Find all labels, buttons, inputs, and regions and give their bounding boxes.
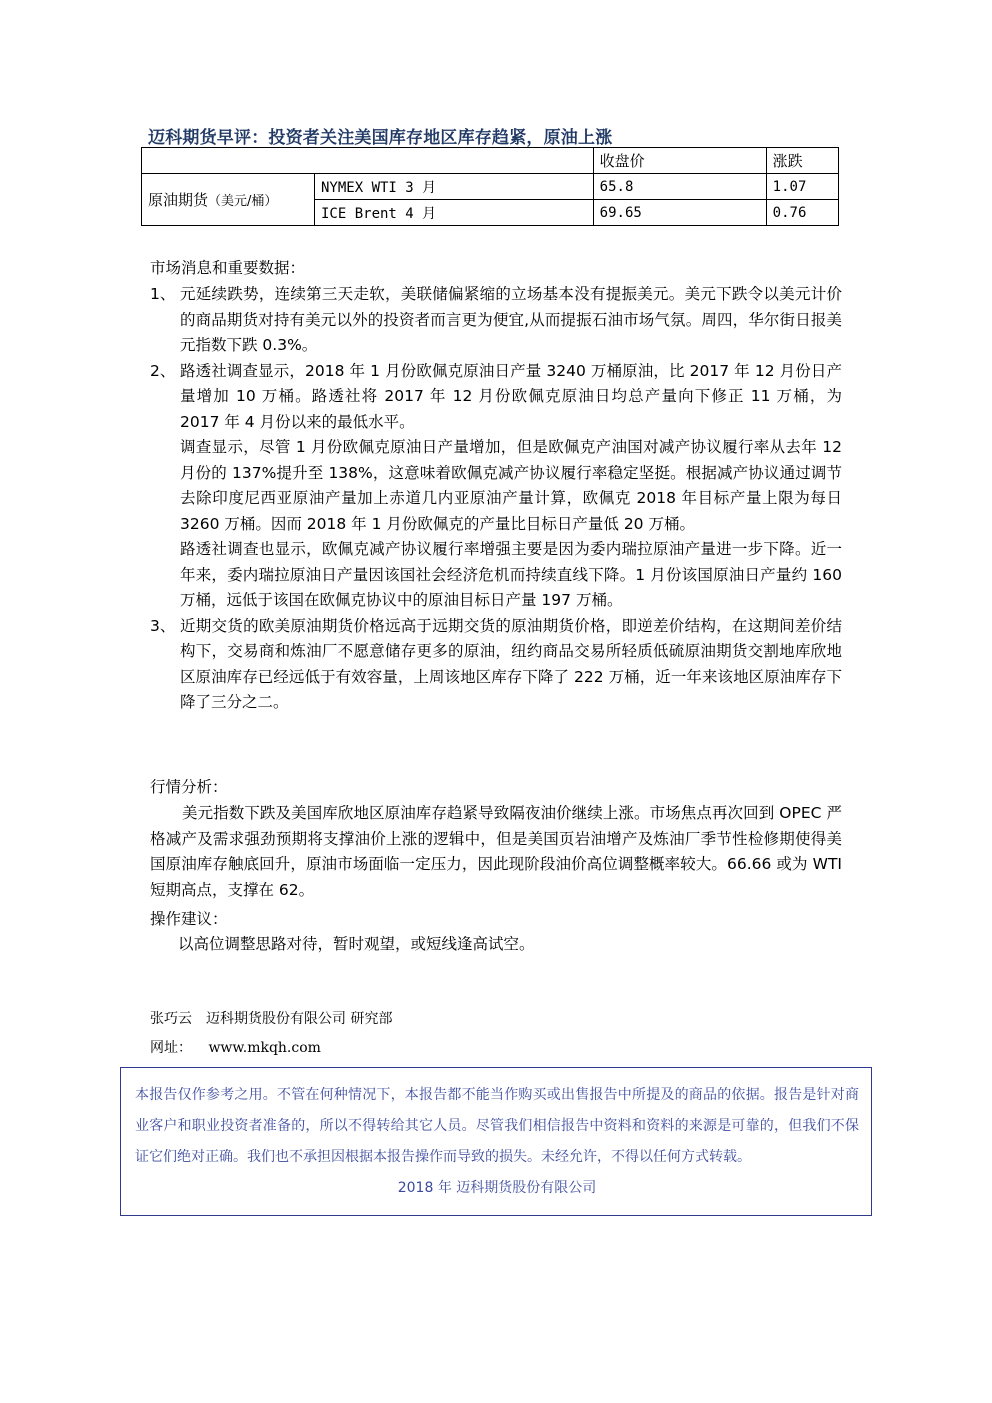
unit-label: （美元/桶） xyxy=(208,194,278,209)
table-header-row xyxy=(142,148,839,174)
category-label: 原油期货 xyxy=(148,191,209,209)
disclaimer-box xyxy=(120,1067,872,1216)
website-line xyxy=(150,1037,321,1057)
advice-heading: 操作建议： xyxy=(150,910,228,928)
item-number: 3、 xyxy=(150,616,176,635)
disclaimer-company: 2018 年 迈科期货股份有限公司 xyxy=(397,1180,597,1196)
author-line: 张巧云 迈科期货股份有限公司 研究部 xyxy=(150,1011,393,1027)
website-label: 网址： xyxy=(150,1040,192,1056)
disclaimer-text: 本报告仅作参考之用。不管在何种情况下，本报告都不能当作购买或出售报告中所提及的商品的依据。报告是针对商业客户和职业投资者准备的，所以不得转给其它人员。尽管我们相信报告中资料和资料的来源是可靠的，但我们不保证它们绝对正确。我们也不承担因根据本报告操作而导致的损失。未经允许，不得以任何方式转载。 xyxy=(135,1087,859,1165)
analysis-text: 美元指数下跌及美国库欣地区原油库存趋紧导致隔夜油价继续上涨。市场焦点再次回到 OPEC 严格减产及需求强劲预期将支撑油价上涨的逻辑中，但是美国页岩油增产及炼油厂季节性检修期使得美国原油库存触底回升，原油市场面临一定压力，因此现阶段油价高位调整概率较大。66.66 或为 WTI 短期高点，支撑在 62。 xyxy=(150,804,842,899)
list-item xyxy=(150,359,842,614)
price-table xyxy=(141,147,839,226)
header-close: 收盘价 xyxy=(593,148,766,174)
advice-text: 以高位调整思路对待，暂时观望，或短线逢高试空。 xyxy=(178,935,535,953)
category-cell xyxy=(142,174,315,226)
list-item xyxy=(150,614,842,716)
close-cell: 65.8 xyxy=(593,174,766,200)
item-number: 2、 xyxy=(150,361,176,380)
change-cell: 1.07 xyxy=(766,174,838,200)
paragraph: 元延续跌势，连续第三天走软，美联储偏紧缩的立场基本没有提振美元。美元下跌令以美元计价的商品期货对持有美元以外的投资者而言更为便宜,从而提振石油市场气氛。周四，华尔街日报美元指数下跌 0.3%。 xyxy=(180,285,842,354)
website-link[interactable]: www.mkqh.com xyxy=(208,1040,321,1056)
paragraph: 近期交货的欧美原油期货价格远高于远期交货的原油期货价格，即逆差价结构，在这期间差价结构下，交易商和炼油厂不愿意储存更多的原油，纽约商品交易所轻质低硫原油期货交割地库欣地区原油库存已经远低于有效容量，上周该地区库存下降了 222 万桶，近一年来该地区原油库存下降了三分之二。 xyxy=(180,616,842,711)
table-row xyxy=(142,174,839,200)
list-item xyxy=(150,282,842,359)
report-title: 迈科期货早评：投资者关注美国库存地区库存趋紧，原油上涨 xyxy=(148,128,613,148)
analysis-heading: 行情分析： xyxy=(150,778,228,796)
change-cell: 0.76 xyxy=(766,200,838,226)
close-cell: 69.65 xyxy=(593,200,766,226)
paragraph: 路透社调查显示，2018 年 1 月份欧佩克原油日产量 3240 万桶原油，比 2017 年 12 月份日产量增加 10 万桶。路透社将 2017 年 12 月份欧佩克原油日均总产量向下修正 11 万桶，为 2017 年 4 月份以来的最低水平。 xyxy=(180,361,842,431)
news-section xyxy=(150,282,842,716)
contract-cell: ICE Brent 4 月 xyxy=(315,200,594,226)
paragraph: 路透社调查也显示，欧佩克减产协议履行率增强主要是因为委内瑞拉原油产量进一步下降。近一年来，委内瑞拉原油日产量因该国社会经济危机而持续直线下降。1 月份该国原油日产量约 160 万桶，远低于该国在欧佩克协议中的原油目标日产量 197 万桶。 xyxy=(180,540,842,609)
header-change: 涨跌 xyxy=(766,148,838,174)
table-header-blank xyxy=(142,148,594,174)
news-heading: 市场消息和重要数据： xyxy=(150,259,306,277)
contract-cell: NYMEX WTI 3 月 xyxy=(315,174,594,200)
item-number: 1、 xyxy=(150,285,176,303)
paragraph: 调查显示，尽管 1 月份欧佩克原油日产量增加，但是欧佩克产油国对减产协议履行率从去年 12 月份的 137%提升至 138%，这意味着欧佩克减产协议履行率稳定坚挺。根据减产协议通过调节去除印度尼西亚原油产量加上赤道几内亚原油产量计算，欧佩克 2018 年目标产量上限为每日 3260 万桶。因而 2018 年 1 月份欧佩克的产量比目标日产量低 20 万桶。 xyxy=(180,438,842,533)
